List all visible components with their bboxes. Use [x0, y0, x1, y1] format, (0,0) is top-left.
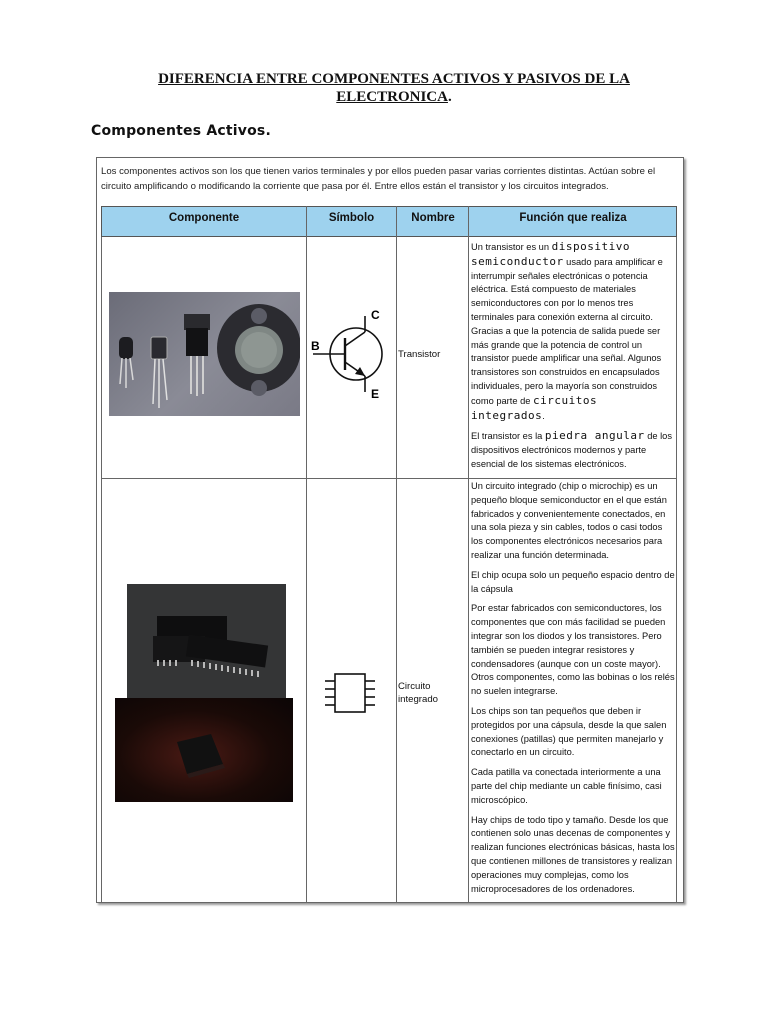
function-circuito-integrado [471, 480, 675, 902]
ic-paragraph-5: Cada patilla va conectada interiormente a una parte del chip mediante un cable finísimo, casi microscópico. [471, 767, 662, 805]
ic-paragraph-2: El chip ocupa solo un pequeño espacio dentro de la cápsula [471, 569, 675, 594]
symbol-label-c: C [371, 308, 380, 322]
col-line-1 [306, 206, 307, 902]
text-run: usado para amplificar e interrumpir señales electrónicas o potencia eléctrica. Está compuesto de materiales semiconductores con por lo menos tres terminales para conexión externa al circuito. Gracias a que la potencia de salida puede ser más grande que la potencia de control un transistor puede amplificar una señal. Algunos transistores son construidos en encapsulados individuales, pero la mayoría son construidos como parte de [471, 256, 663, 406]
chip-closeup-art [115, 698, 293, 802]
table-intro: Los componentes activos son los que tienen varios terminales y por ellos pueden pasar varias corrientes distintas. Actúan sobre el circuito amplificando o modificando la corriente que pasa por él. Entre ellos están el transistor y los circuitos integrados. [101, 166, 656, 192]
ic-symbol [323, 668, 377, 718]
section-heading: Componentes Activos. [91, 123, 271, 139]
header-nombre: Nombre [411, 212, 455, 224]
ic-paragraph-1: Un circuito integrado (chip o microchip) es un pequeño bloque semiconductor en el que están fabricados y convenientemente conectados, en una sola pieza y sin cables, todos o casi todos los componentes electrónicos necesarios para realizar una función determinada. [471, 481, 667, 560]
transistor-photo [109, 292, 300, 416]
name-circuito-integrado: Circuito integrado [398, 681, 439, 705]
text-run: de los dispositivos electrónicos modernos y parte esencial de los sistemas electrónicos. [471, 431, 673, 469]
title-line-1: DIFERENCIA ENTRE COMPONENTES ACTIVOS Y PASIVOS DE LA [158, 71, 630, 87]
symbol-label-e: E [371, 387, 380, 401]
symbol-label-b: B [311, 339, 320, 353]
text-run: Un transistor es un [471, 242, 552, 252]
col-line-2 [396, 206, 397, 902]
header-simbolo: Símbolo [328, 212, 375, 224]
document-title [120, 70, 668, 106]
components-table [96, 157, 684, 903]
text-run: El transistor es la [471, 431, 545, 442]
title-period: . [447, 89, 452, 105]
col-line-0 [101, 237, 102, 902]
function-transistor [471, 240, 675, 478]
chip-closeup-photo [115, 698, 293, 802]
chip-photo [127, 584, 286, 698]
link-dispositivo-semiconductor: dispositivo semiconductor [471, 240, 630, 268]
link-piedra-angular: piedra angular [544, 429, 645, 443]
ic-paragraph-6: Hay chips de todo tipo y tamaño. Desde los que contienen solo unas decenas de componentes y realizan funciones electrónicas básicas, hasta los que contienen millones de transistores y realizan operaciones muy complejas, como los microprocesadores de los ordenadores. [471, 814, 675, 894]
transistor-paragraph-1 [471, 240, 675, 423]
ic-paragraph-4: Los chips son tan pequeños que deben ir protegidos por una cápsula, desde la que salen conexiones (patillas) que permiten manejarlo y conectarlo en un circuito. [471, 705, 667, 758]
col-line-4 [676, 237, 677, 902]
header-funcion: Función que realiza [519, 212, 627, 224]
transistor-photo-art [109, 292, 300, 416]
ic-paragraph-3: Por estar fabricados con semiconductores, los componentes que con más facilidad se pueden integrar son los diodos y los transistores. Pero también se pueden integrar resistores y condensadores (aunque con un coste mayor). Otros componentes, como las bobinas o los relés no suelen integrarse. [471, 603, 675, 697]
row-divider [101, 478, 677, 479]
title-line-2: ELECTRONICA [336, 89, 448, 105]
header-componente: Componente [168, 212, 240, 224]
transistor-symbol [311, 298, 393, 408]
text-run: . [542, 410, 545, 421]
name-transistor: Transistor [398, 349, 441, 360]
table-header-row [101, 206, 677, 237]
transistor-paragraph-2 [471, 429, 675, 471]
link-circuitos-integrados: circuitos integrados [471, 393, 598, 422]
chip-photo-art [127, 584, 286, 698]
col-line-3 [468, 206, 469, 902]
